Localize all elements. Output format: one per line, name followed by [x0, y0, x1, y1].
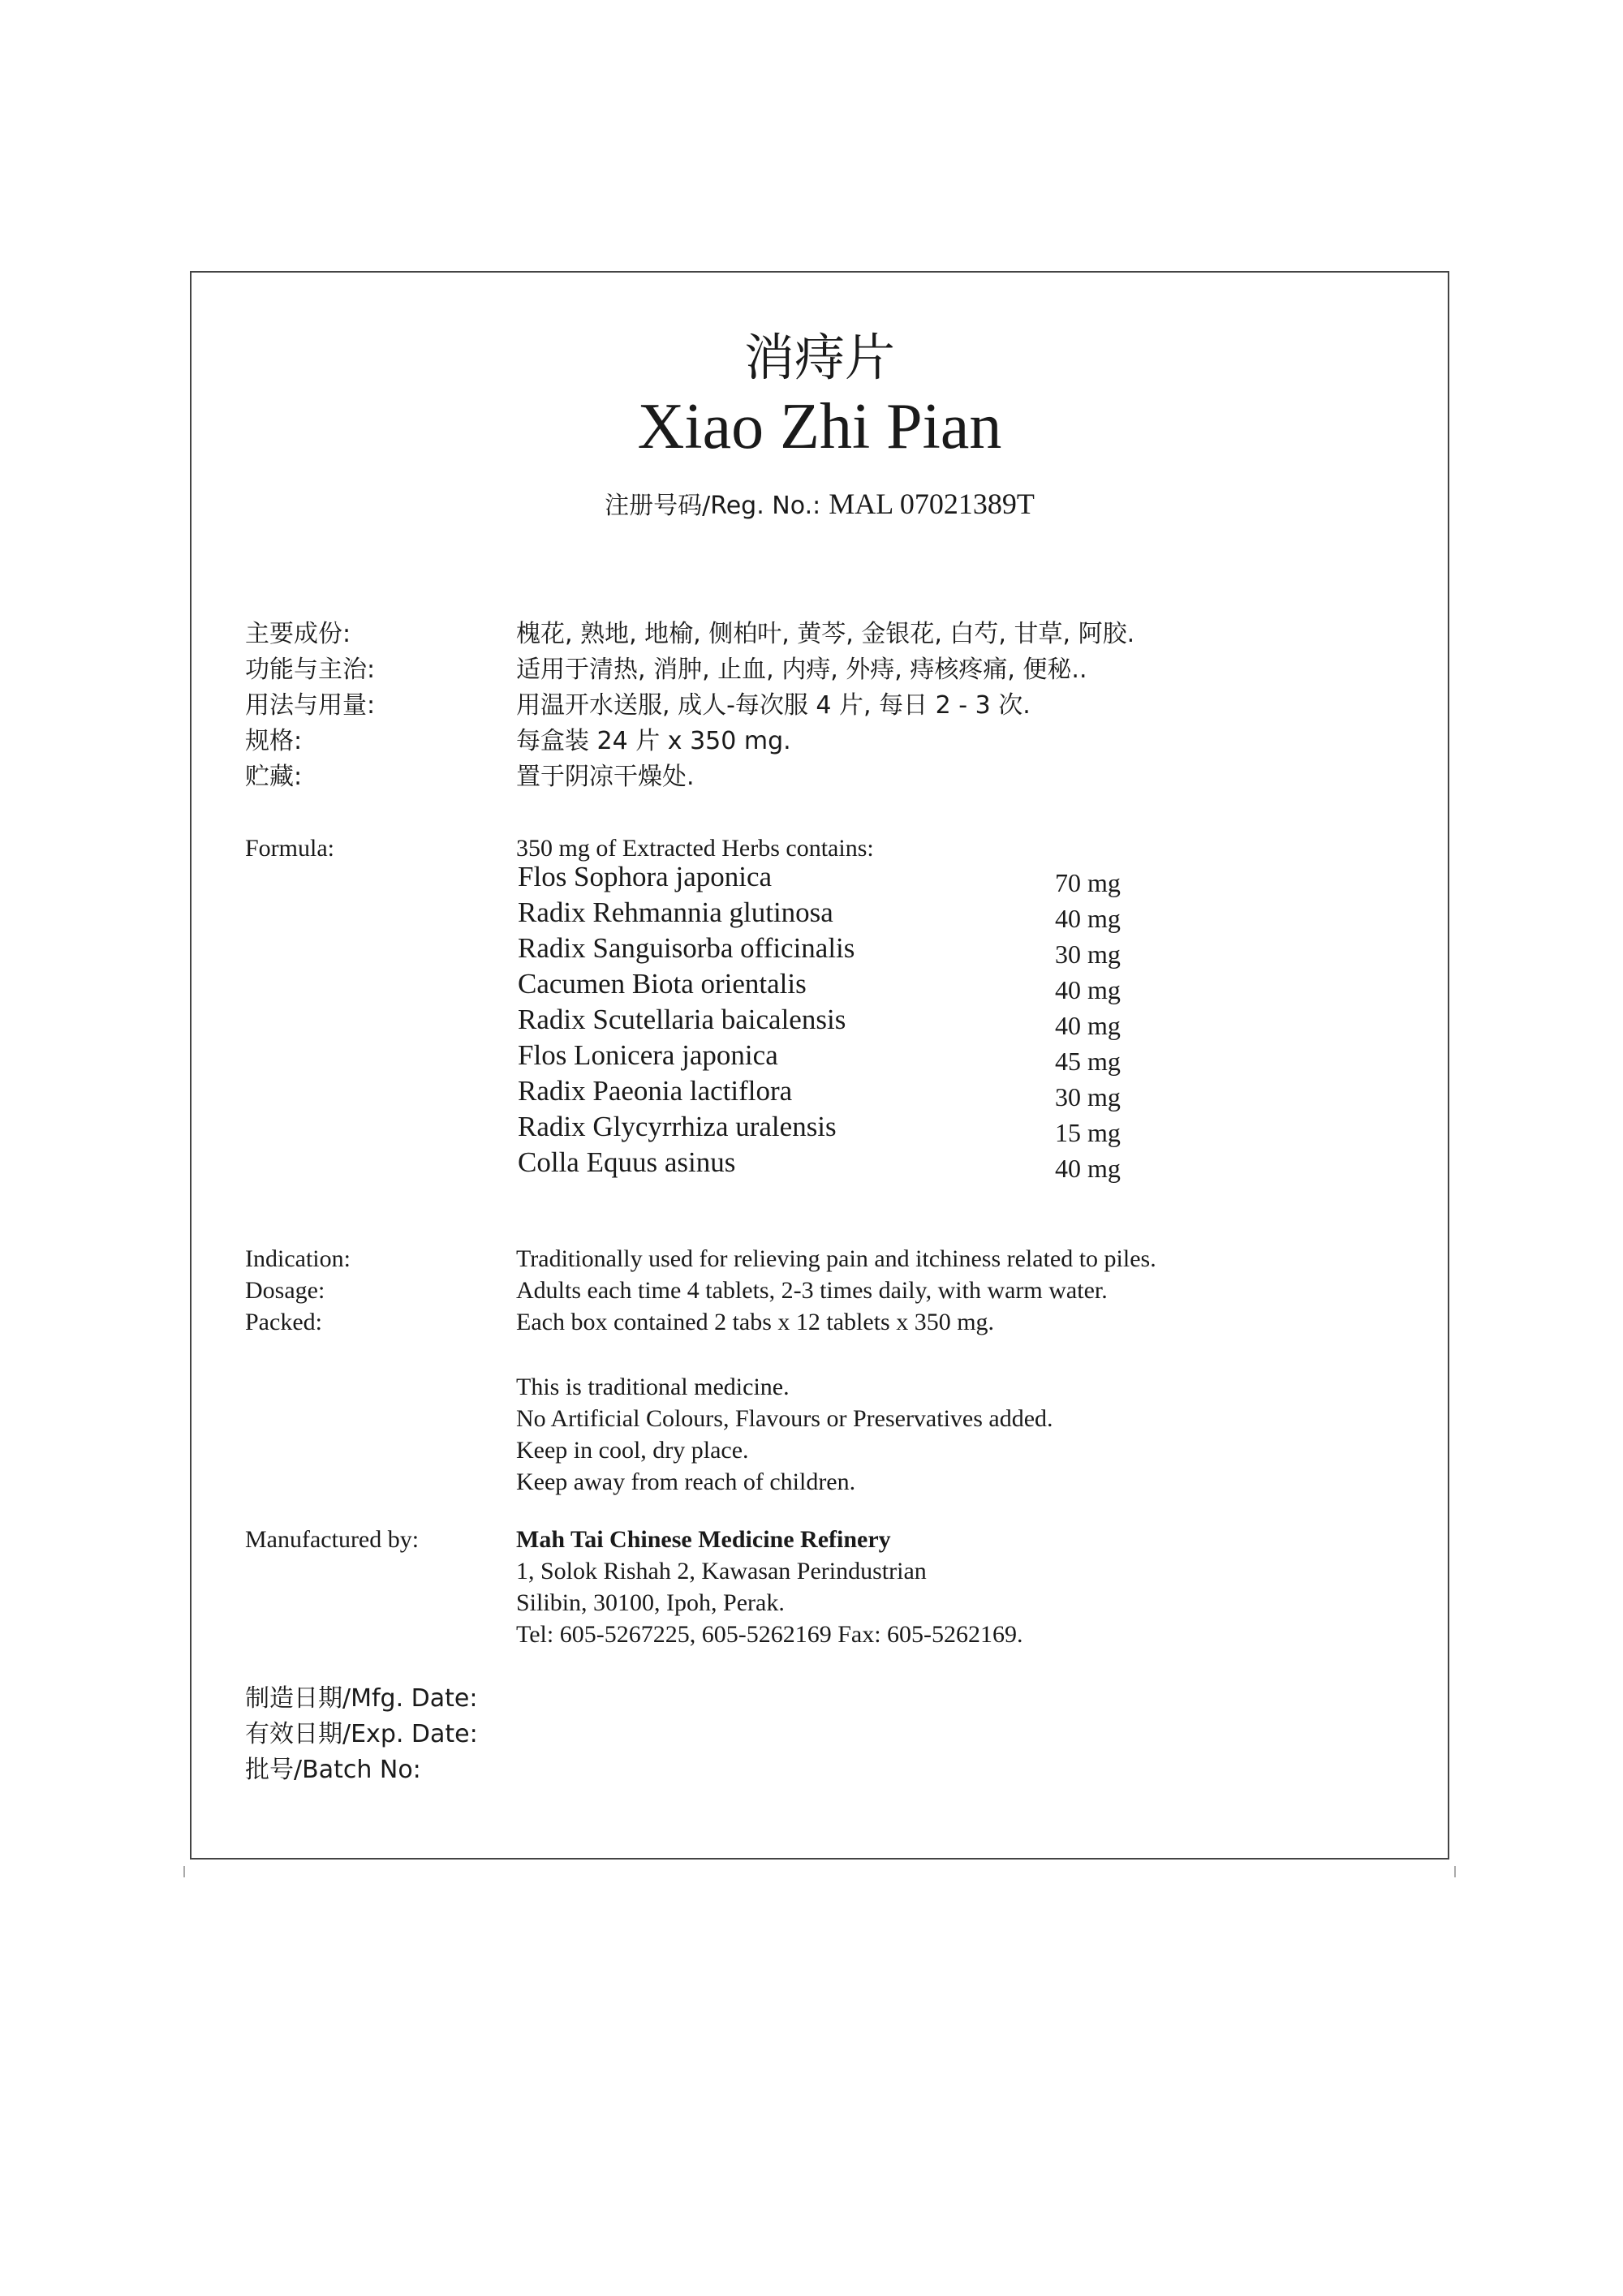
- formula-intro: 350 mg of Extracted Herbs contains:: [516, 835, 874, 862]
- herb-amount: 30 mg: [1055, 1082, 1121, 1111]
- info-label: Packed:: [245, 1309, 322, 1335]
- manufacturer-contact: Tel: 605-5267225, 605-5262169 Fax: 605-5262169.: [516, 1621, 1023, 1648]
- info-label: 功能与主治:: [245, 656, 376, 684]
- herb-amount: 40 mg: [1055, 975, 1121, 1004]
- info-value: 每盒装 24 片 x 350 mg.: [516, 727, 791, 755]
- info-value: Each box contained 2 tabs x 12 tablets x 350 mg.: [516, 1309, 995, 1335]
- herb-amount: 40 mg: [1055, 1154, 1121, 1183]
- herb-amount: 40 mg: [1055, 1011, 1121, 1040]
- note-text: Keep in cool, dry place.: [516, 1437, 749, 1464]
- herb-name: Radix Scutellaria baicalensis: [518, 1004, 846, 1035]
- herb-name: Radix Paeonia lactiflora: [518, 1075, 793, 1107]
- registration-number: [192, 488, 1448, 524]
- product-title-english: Xiao Zhi Pian: [637, 391, 1002, 462]
- herb-amount: 45 mg: [1055, 1047, 1121, 1076]
- herb-amount: 40 mg: [1055, 904, 1121, 933]
- herb-amount: 70 mg: [1055, 868, 1121, 897]
- crop-mark-bottom-right: [1454, 1866, 1456, 1877]
- herb-amount: 15 mg: [1055, 1118, 1121, 1147]
- info-value: 槐花, 熟地, 地榆, 侧柏叶, 黄芩, 金银花, 白芍, 甘草, 阿胶.: [516, 620, 1135, 648]
- herb-name: Cacumen Biota orientalis: [518, 968, 807, 1000]
- info-label: Dosage:: [245, 1277, 325, 1304]
- manufacturer-name: Mah Tai Chinese Medicine Refinery: [516, 1526, 891, 1553]
- herb-name: Radix Sanguisorba officinalis: [518, 932, 855, 964]
- info-label: 用法与用量:: [245, 691, 376, 720]
- batch-no-label: 批号/Batch No:: [245, 1756, 421, 1784]
- product-label: [190, 271, 1449, 1860]
- info-value: 置于阴凉干燥处.: [516, 763, 695, 791]
- info-value: 适用于清热, 消肿, 止血, 内痔, 外痔, 痔核疼痛, 便秘..: [516, 656, 1087, 684]
- formula-label: Formula:: [245, 835, 334, 862]
- herb-name: Colla Equus asinus: [518, 1146, 736, 1178]
- info-value: 用温开水送服, 成人-每次服 4 片, 每日 2 - 3 次.: [516, 691, 1031, 720]
- exp-date-label: 有效日期/Exp. Date:: [245, 1720, 478, 1748]
- note-text: No Artificial Colours, Flavours or Preservatives added.: [516, 1405, 1053, 1432]
- info-label: 规格:: [245, 727, 303, 755]
- manufacturer-label: Manufactured by:: [245, 1526, 420, 1553]
- product-title-chinese: 消痔片: [743, 328, 895, 387]
- note-text: This is traditional medicine.: [516, 1374, 790, 1400]
- registration-value: MAL 07021389T: [829, 488, 1035, 520]
- manufacturer-address-1: 1, Solok Rishah 2, Kawasan Perindustrian: [516, 1558, 927, 1584]
- herb-amount: 30 mg: [1055, 939, 1121, 969]
- herb-name: Radix Glycyrrhiza uralensis: [518, 1111, 837, 1142]
- info-label: 主要成份:: [245, 620, 351, 648]
- crop-mark-bottom-left: [183, 1866, 185, 1877]
- info-value: Traditionally used for relieving pain and itchiness related to piles.: [516, 1245, 1156, 1272]
- info-label: 贮藏:: [245, 763, 303, 791]
- herb-name: Flos Sophora japonica: [518, 861, 773, 892]
- note-text: Keep away from reach of children.: [516, 1468, 856, 1495]
- mfg-date-label: 制造日期/Mfg. Date:: [245, 1684, 478, 1713]
- manufacturer-address-2: Silibin, 30100, Ipoh, Perak.: [516, 1589, 785, 1616]
- info-label: Indication:: [245, 1245, 351, 1272]
- herb-name: Flos Lonicera japonica: [518, 1039, 778, 1071]
- info-value: Adults each time 4 tablets, 2-3 times daily, with warm water.: [516, 1277, 1108, 1304]
- registration-label: 注册号码/Reg. No.:: [605, 492, 821, 520]
- herb-name: Radix Rehmannia glutinosa: [518, 896, 833, 928]
